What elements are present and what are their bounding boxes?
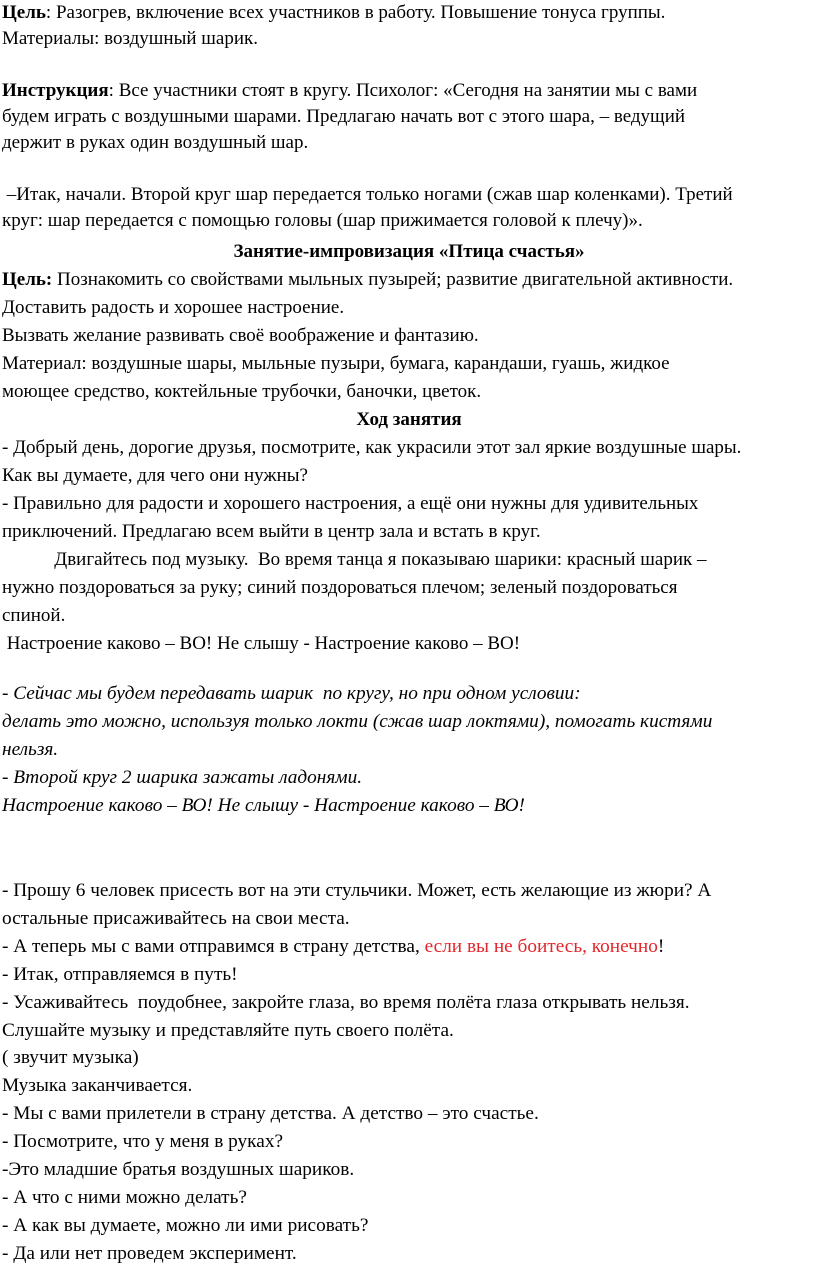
goal-text: : Разогрев, включение всех участников в работу. Повышение тонуса группы. — [45, 2, 666, 23]
game-line-2: делать это можно, используя только локти (сжав шар локтями), помогать кистями — [2, 710, 713, 732]
course-line-7: спиной. — [2, 605, 66, 626]
journey-line-12: - А что с ними можно делать? — [2, 1186, 247, 1208]
game-line-1 — [0, 680, 816, 708]
lesson-goal — [0, 266, 816, 294]
warmup-section — [0, 0, 816, 234]
game-dash-4: - — [2, 766, 14, 788]
continuation-line-2: круг: шар передается с помощью головы (шар прижимается головой к плечу)». — [2, 210, 643, 231]
journey-line-2: остальные присаживайтесь на свои места. — [2, 907, 350, 929]
instruction-label: Инструкция — [2, 80, 109, 101]
course-line-4: приключений. Предлагаю всем выйти в центр зала и встать в круг. — [2, 521, 541, 542]
highlighted-phrase: если вы не боитесь, конечно — [424, 935, 658, 957]
journey-line-11: -Это младшие братья воздушных шариков. — [2, 1159, 355, 1181]
goal-label: Цель — [2, 2, 46, 23]
game-line-3: нельзя. — [2, 738, 59, 760]
instruction-text-1: : Все участники стоят в кругу. Психолог: «Сегодня на занятии мы с вами — [108, 80, 698, 101]
game-text-1: Сейчас мы будем передавать шарик по кругу, но при одном условии: — [13, 683, 581, 704]
instruction-line-1 — [0, 78, 816, 104]
course-line-1: - Добрый день, дорогие друзья, посмотрите, как украсили этот зал яркие воздушные шары. — [2, 437, 742, 458]
journey-line-6: Слушайте музыку и представляйте путь своего полёта. — [2, 1019, 454, 1041]
goal-paragraph — [0, 0, 816, 26]
game-section — [0, 680, 816, 820]
lesson-goal-text: Познакомить со свойствами мыльных пузырей; развитие двигательной активности. — [52, 269, 734, 290]
lesson-goal-label: Цель: — [2, 269, 53, 290]
lesson-material-2: моющее средство, коктейльные трубочки, баночки, цветок. — [2, 381, 482, 402]
journey-line-7: ( звучит музыка) — [2, 1047, 139, 1069]
journey-line-1: - Прошу 6 человек присесть вот на эти стульчики. Может, есть желающие из жюри? А — [2, 880, 712, 901]
instruction-line-2: будем играть с воздушными шарами. Предлагаю начать вот с этого шара, – ведущий — [2, 106, 686, 127]
course-title: Ход занятия — [356, 409, 462, 430]
materials-line: Материалы: воздушный шарик. — [2, 28, 258, 49]
lesson-section — [0, 238, 816, 658]
journey-line-3 — [0, 933, 816, 961]
lesson-material-1: Материал: воздушные шары, мыльные пузыри, бумага, карандаши, гуашь, жидкое — [2, 353, 670, 374]
journey-text-3b: ! — [657, 935, 665, 957]
journey-line-5: - Усаживайтесь поудобнее, закройте глаза, во время полёта глаза открывать нельзя. — [2, 991, 690, 1013]
journey-line-8: Музыка заканчивается. — [2, 1075, 193, 1097]
journey-text-3a: - А теперь мы с вами отправимся в страну детства, — [2, 935, 425, 957]
journey-section — [0, 877, 816, 1268]
instruction-line-3: держит в руках один воздушный шар. — [2, 132, 309, 153]
journey-line-10: - Посмотрите, что у меня в руках? — [2, 1131, 284, 1153]
journey-line-4: - Итак, отправляемся в путь! — [2, 963, 238, 985]
course-line-2: Как вы думаете, для чего они нужны? — [2, 465, 308, 486]
course-line-3: - Правильно для радости и хорошего настроения, а ещё они нужны для удивительных — [2, 493, 699, 514]
course-line-8: Настроение каково – ВО! Не слышу - Настроение каково – ВО! — [2, 633, 521, 654]
lesson-joy-line: Доставить радость и хорошее настроение. — [2, 297, 345, 318]
continuation-line-1: –Итак, начали. Второй круг шар передается только ногами (сжав шар коленками). Третий — [2, 184, 733, 205]
lesson-wish-line: Вызвать желание развивать своё воображение и фантазию. — [2, 325, 479, 346]
journey-line-9: - Мы с вами прилетели в страну детства. А детство – это счастье. — [2, 1103, 539, 1125]
game-line-5: Настроение каково – ВО! Не слышу - Настроение каково – ВО! — [2, 794, 525, 816]
game-dash-1: - — [2, 683, 14, 704]
course-line-5: Двигайтесь под музыку. Во время танца я показываю шарики: красный шарик – — [2, 549, 707, 570]
game-text-4: Второй круг 2 шарика зажаты ладонями. — [13, 766, 363, 788]
course-line-6: нужно поздороваться за руку; синий поздороваться плечом; зеленый поздороваться — [2, 577, 678, 598]
lesson-title: Занятие-импровизация «Птица счастья» — [233, 241, 585, 262]
journey-line-14: - Да или нет проведем эксперимент. — [2, 1242, 297, 1264]
journey-line-13: - А как вы думаете, можно ли ими рисовать? — [2, 1214, 369, 1236]
game-line-4 — [0, 764, 816, 792]
